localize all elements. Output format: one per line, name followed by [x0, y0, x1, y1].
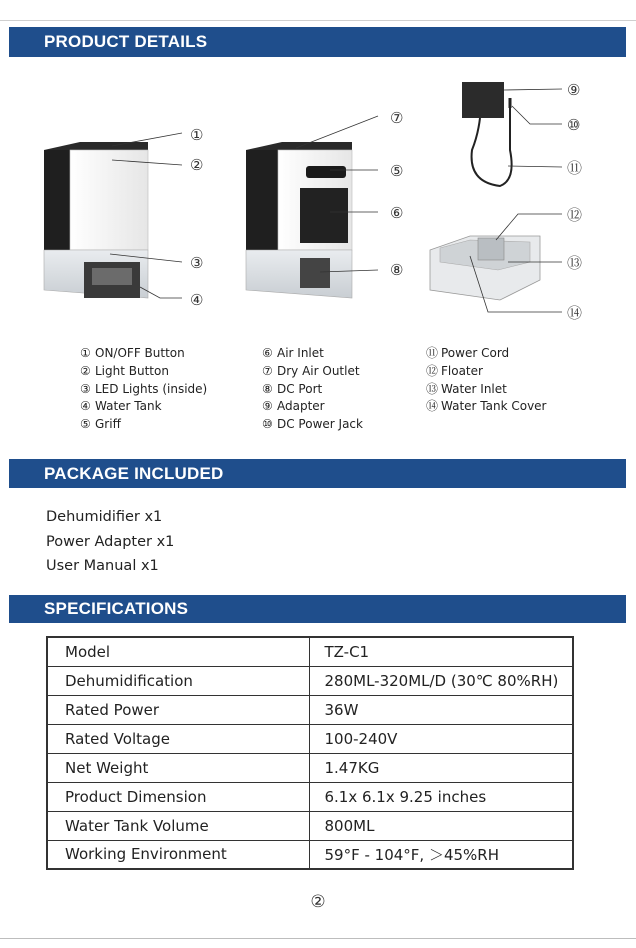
- table-row: [47, 782, 573, 811]
- specifications-table: [46, 636, 574, 870]
- top-rule: [0, 20, 636, 21]
- package-item: Dehumidifier x1: [46, 509, 163, 525]
- page-number: ②: [310, 892, 326, 912]
- table-row: [47, 666, 573, 695]
- spec-value: 59°F - 104°F, ＞45%RH: [309, 840, 573, 869]
- legend-item: ⑤ Griff: [80, 417, 121, 432]
- callout-6: ⑥: [390, 204, 404, 222]
- callout-14: ⑭: [567, 304, 583, 322]
- callout-11: ⑪: [567, 159, 583, 177]
- callout-13: ⑬: [567, 254, 583, 272]
- spec-name: Model: [47, 637, 309, 666]
- spec-name: Working Environment: [47, 840, 309, 869]
- legend-item: ① ON/OFF Button: [80, 346, 185, 360]
- product-details-header: PRODUCT DETAILS: [9, 27, 626, 57]
- legend-item: ③ LED Lights (inside): [80, 381, 208, 396]
- legend-item: ⑩ DC Power Jack: [262, 417, 363, 432]
- table-row: [47, 695, 573, 724]
- callout-10: ⑩: [567, 116, 581, 134]
- legend-column-1: [80, 345, 207, 434]
- callout-9: ⑨: [567, 81, 581, 99]
- spec-value: TZ-C1: [309, 637, 573, 666]
- legend-item: ⑬ Water Inlet: [426, 381, 507, 396]
- callout-7: ⑦: [390, 109, 404, 127]
- callout-3: ③: [190, 254, 204, 272]
- dehumidifier-back-view: [246, 142, 352, 298]
- spec-name: Rated Voltage: [47, 724, 309, 753]
- table-row: [47, 840, 573, 869]
- spec-value: 100-240V: [309, 724, 573, 753]
- callout-12: ⑫: [567, 206, 583, 224]
- table-row: [47, 753, 573, 782]
- dehumidifier-front-view: [44, 142, 148, 298]
- package-item: User Manual x1: [46, 558, 159, 574]
- spec-name: Rated Power: [47, 695, 309, 724]
- legend-item: ⑭ Water Tank Cover: [426, 399, 547, 414]
- callout-8: ⑧: [390, 261, 404, 279]
- spec-name: Net Weight: [47, 753, 309, 782]
- specifications-header: SPECIFICATIONS: [9, 595, 626, 623]
- callout-5: ⑤: [390, 162, 404, 180]
- legend-item: ⑫ Floater: [426, 363, 483, 378]
- adapter-with-cord: [462, 82, 512, 186]
- spec-value: 280ML-320ML/D (30℃ 80%RH): [309, 666, 573, 695]
- table-row: [47, 724, 573, 753]
- callout-2: ②: [190, 156, 204, 174]
- spec-name: Water Tank Volume: [47, 811, 309, 840]
- table-row: [47, 637, 573, 666]
- legend-item: ⑪ Power Cord: [426, 346, 510, 360]
- table-row: [47, 811, 573, 840]
- spec-value: 6.1x 6.1x 9.25 inches: [309, 782, 573, 811]
- package-included-header: PACKAGE INCLUDED: [9, 459, 626, 488]
- spec-name: Product Dimension: [47, 782, 309, 811]
- legend-item: ⑧ DC Port: [262, 381, 323, 396]
- water-tank-cover: [430, 236, 540, 300]
- spec-value: 36W: [309, 695, 573, 724]
- legend-item: ⑦ Dry Air Outlet: [262, 363, 360, 378]
- legend-item: ⑥ Air Inlet: [262, 346, 324, 360]
- product-illustration: [0, 60, 636, 345]
- legend-item: ⑨ Adapter: [262, 399, 325, 414]
- legend-column-2: [262, 345, 363, 434]
- package-list: [46, 505, 174, 579]
- callout-1: ①: [190, 126, 204, 144]
- spec-value: 800ML: [309, 811, 573, 840]
- spec-name: Dehumidification: [47, 666, 309, 695]
- legend-item: ② Light Button: [80, 363, 169, 378]
- legend-item: ④ Water Tank: [80, 399, 162, 414]
- legend-column-3: [426, 345, 547, 416]
- bottom-rule: [0, 938, 636, 939]
- callout-4: ④: [190, 291, 204, 309]
- spec-value: 1.47KG: [309, 753, 573, 782]
- package-item: Power Adapter x1: [46, 533, 175, 550]
